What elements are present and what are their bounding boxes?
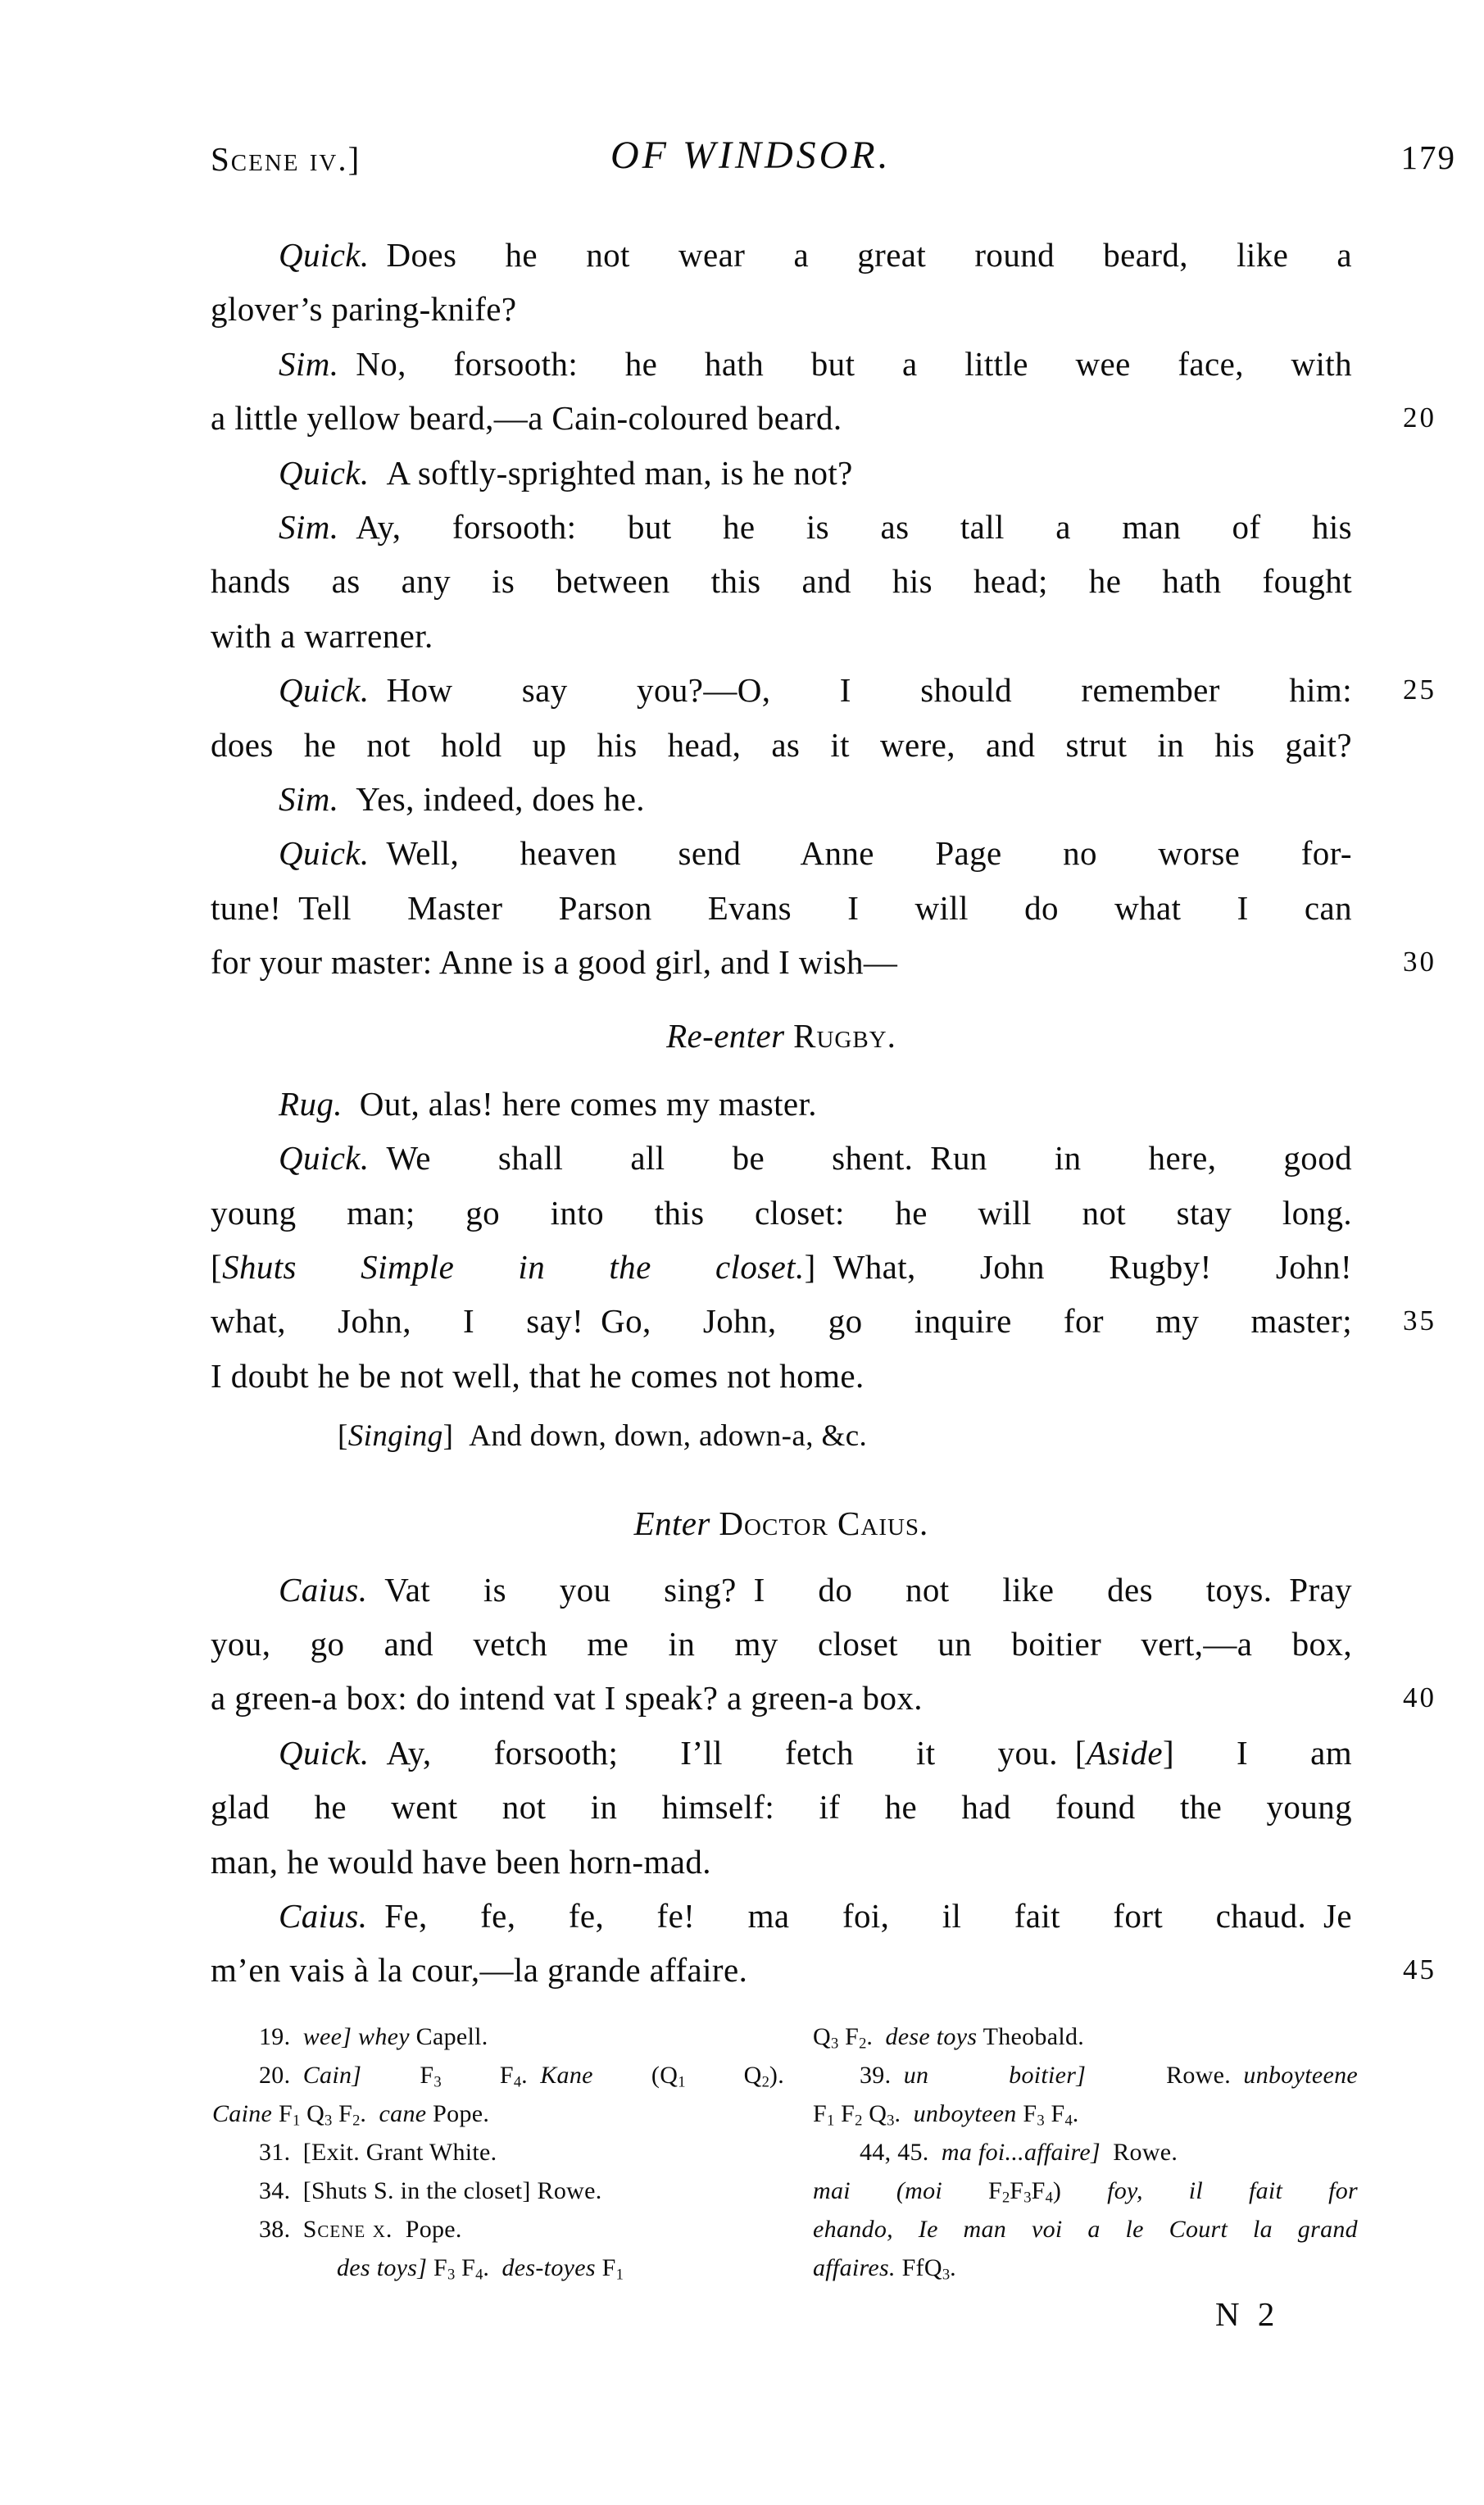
text-segment: dese toys: [885, 2023, 978, 2050]
footnote-line: [212, 2171, 784, 2210]
text-segment: .: [483, 2254, 502, 2281]
text-segment: man, he would have been horn-mad.: [211, 1842, 711, 1881]
text-segment: 38.: [259, 2216, 291, 2243]
signature-mark: N 2: [1215, 2295, 1280, 2333]
text-segment: hands as any is between this and his head; he hath fought: [211, 562, 1352, 601]
text-segment: Sim.: [279, 779, 339, 818]
text-segment: 4: [1045, 2189, 1053, 2207]
footnote-line: [813, 2171, 1358, 2210]
text-segment: 19.: [259, 2023, 291, 2050]
text-line: [211, 1889, 1352, 1943]
text-segment: F: [834, 2100, 855, 2127]
text-line: [211, 718, 1352, 772]
text-segment: .: [1072, 2100, 1079, 2127]
footnote-line: [813, 2017, 1358, 2056]
footnote-line: [813, 2249, 1358, 2287]
text-segment: FfQ: [895, 2254, 942, 2281]
text-segment: unboyteen: [913, 2100, 1017, 2127]
text-segment: F: [595, 2254, 616, 2281]
text-segment: for your master: Anne is a good girl, and I wish—: [211, 943, 898, 982]
margin-line-number: 30: [1403, 946, 1436, 978]
text-segment: 4: [513, 2073, 522, 2091]
page-number: 179: [1400, 138, 1456, 176]
footnote-line: [212, 2249, 784, 2287]
text-segment: 3: [433, 2073, 442, 2091]
margin-line-number: 40: [1403, 1681, 1436, 1714]
text-segment: cane: [379, 2100, 427, 2127]
text-segment: Ay, forsooth; I’ll fetch it you. [: [369, 1733, 1087, 1772]
margin-line-number: 35: [1403, 1305, 1436, 1337]
text-segment: glover’s paring-knife?: [211, 290, 517, 329]
text-line: [211, 826, 1352, 880]
text-segment: Capell.: [409, 2023, 488, 2050]
text-segment: Well, heaven send Anne Page no worse for-: [369, 834, 1352, 873]
text-segment: F: [455, 2254, 476, 2281]
text-segment: 39.: [860, 2062, 892, 2089]
text-segment: Aside: [1086, 1733, 1163, 1772]
text-segment: 44, 45.: [860, 2139, 929, 2166]
text-segment: mai (moi: [813, 2177, 943, 2204]
text-segment: Caius.: [279, 1570, 368, 1609]
footnote-line: [813, 2133, 1358, 2171]
text-segment: Quick.: [279, 453, 370, 492]
song-line: [211, 1412, 1352, 1461]
text-segment: Scene x.: [302, 2216, 393, 2243]
text-line: [211, 881, 1352, 935]
text-segment: F: [427, 2254, 447, 2281]
footnote-line: [813, 2210, 1358, 2249]
text-segment: 2: [761, 2073, 769, 2091]
text-segment: Enter: [633, 1504, 719, 1543]
stage-direction: [211, 1009, 1352, 1063]
text-segment: ] And down, down, adown-a, &c.: [442, 1419, 868, 1454]
running-title: OF WINDSOR.: [610, 134, 892, 177]
text-segment: Quick.: [279, 1139, 370, 1178]
text-segment: Re-enter: [666, 1017, 794, 1055]
text-segment: .: [521, 2062, 541, 2089]
footnote-line: [813, 2056, 1358, 2094]
text-segment: Quick.: [279, 671, 370, 710]
text-segment: [290, 2023, 302, 2050]
text-segment: F: [838, 2023, 860, 2050]
text-segment: 3: [830, 2035, 839, 2053]
text-segment: 4: [475, 2266, 483, 2284]
text-segment: Shuts Simple in the closet.: [222, 1248, 805, 1287]
text-segment: F: [942, 2177, 1002, 2204]
text-segment: ma foi...affaire]: [941, 2139, 1101, 2166]
text-segment: Rowe.: [1086, 2062, 1244, 2089]
text-segment: what, John, I say! Go, John, go inquire for my master;: [211, 1302, 1352, 1341]
text-segment: Quick.: [279, 1733, 370, 1772]
text-segment: Quick.: [279, 834, 370, 873]
text-segment: des-toyes: [501, 2254, 596, 2281]
text-segment: [290, 2062, 302, 2089]
text-segment: foy, il fait for: [1107, 2177, 1358, 2204]
text-segment: No, forsooth: he hath but a little wee face, with: [338, 344, 1352, 383]
footnote-line: [212, 2056, 784, 2094]
text-segment: affaires.: [813, 2254, 896, 2281]
text-segment: you, go and vetch me in my closet un boitier vert,—a box,: [211, 1624, 1352, 1663]
text-segment: ).: [769, 2062, 784, 2089]
text-segment: 34.: [259, 2177, 291, 2204]
text-segment: 1: [678, 2073, 686, 2091]
text-segment: A softly-sprighted man, is he not?: [369, 453, 853, 492]
text-line: [211, 609, 1352, 663]
text-segment: Kane: [540, 2062, 593, 2089]
text-segment: .: [894, 2100, 914, 2127]
text-segment: Q: [862, 2100, 887, 2127]
text-segment: wee] whey: [302, 2023, 410, 2050]
footnote-line: [212, 2017, 784, 2056]
text-segment: 20.: [259, 2062, 291, 2089]
text-segment: ehando, Ie man voi a le Court la grand: [813, 2216, 1358, 2243]
text-segment: does he not hold up his head, as it were, and strut in his gait?: [211, 725, 1352, 764]
text-line: [211, 1294, 1436, 1348]
text-segment: 3: [942, 2266, 951, 2284]
text-segment: Quick.: [279, 236, 370, 274]
text-line: [211, 1617, 1352, 1671]
text-segment: ): [1052, 2177, 1108, 2204]
text-segment: 3: [887, 2112, 895, 2130]
text-segment: Sim.: [279, 344, 339, 383]
text-line: [211, 772, 1352, 826]
text-segment: Fe, fe, fe, fe! ma foi, il fait fort chaud. Je: [367, 1896, 1352, 1935]
text-segment: Pope.: [393, 2216, 462, 2243]
text-segment: 3: [1023, 2189, 1032, 2207]
text-segment: I doubt he be not well, that he comes not home.: [211, 1356, 865, 1395]
text-segment: How say you?—O, I should remember him:: [369, 671, 1352, 710]
text-segment: tune! Tell Master Parson Evans I will do what I can: [211, 888, 1352, 927]
text-line: [211, 1240, 1352, 1294]
text-segment: glad he went not in himself: if he had found the young: [211, 1788, 1352, 1827]
text-segment: Out, alas! here comes my master.: [342, 1084, 817, 1123]
text-line: [211, 1835, 1352, 1889]
text-segment: des toys]: [337, 2254, 428, 2281]
text-segment: Ay, forsooth: but he is as tall a man of his: [338, 507, 1352, 546]
text-segment: [: [211, 1248, 223, 1287]
text-line: [211, 1671, 1436, 1725]
page-header: [211, 133, 1456, 190]
text-segment: Caine: [212, 2100, 273, 2127]
text-segment: We shall all be shent. Run in here, good: [369, 1139, 1352, 1178]
footnote-line: [212, 2210, 784, 2249]
text-line: [211, 1349, 1352, 1403]
text-segment: F: [272, 2100, 293, 2127]
text-segment: Caius.: [279, 1896, 368, 1935]
text-segment: Doctor Caius.: [719, 1504, 929, 1543]
text-segment: (Q: [592, 2062, 678, 2089]
text-segment: ] What, John Rugby! John!: [804, 1248, 1352, 1287]
text-segment: [929, 2139, 942, 2166]
text-segment: un boitier]: [903, 2062, 1087, 2089]
text-segment: 31.: [259, 2139, 291, 2166]
footnote-line: [813, 2094, 1358, 2133]
text-line: [211, 1186, 1352, 1240]
text-segment: Pope.: [426, 2100, 490, 2127]
text-segment: Cain]: [302, 2062, 362, 2089]
footnotes-right-column: [813, 2017, 1358, 2287]
text-segment: 3: [324, 2112, 333, 2130]
text-line: [211, 935, 1436, 989]
footnotes-left-column: [212, 2017, 784, 2287]
text-line: [211, 1077, 1352, 1131]
text-segment: Q: [813, 2023, 831, 2050]
text-line: [211, 446, 1352, 500]
text-segment: 3: [1037, 2112, 1045, 2130]
text-line: [211, 1726, 1352, 1780]
text-segment: .: [866, 2023, 886, 2050]
text-segment: 4: [1064, 2112, 1073, 2130]
stage-direction: [211, 1496, 1352, 1550]
text-segment: Does he not wear a great round beard, like a: [369, 236, 1352, 274]
text-segment: 3: [447, 2266, 456, 2284]
text-segment: Rug.: [279, 1084, 343, 1123]
text-line: [211, 1780, 1352, 1834]
text-segment: Q: [685, 2062, 762, 2089]
text-line: [211, 1563, 1352, 1617]
text-segment: 1: [827, 2112, 835, 2130]
text-segment: Q: [300, 2100, 325, 2127]
text-segment: F: [813, 2100, 827, 2127]
text-segment: F: [441, 2062, 514, 2089]
text-segment: 2: [1001, 2189, 1010, 2207]
text-segment: Theobald.: [977, 2023, 1085, 2050]
text-segment: Sim.: [279, 507, 339, 546]
text-segment: Rowe.: [1100, 2139, 1178, 2166]
text-line: [211, 1943, 1436, 1997]
scene-label: Scene iv.]: [211, 140, 361, 178]
text-segment: [Exit. Grant White.: [290, 2139, 497, 2166]
text-segment: Yes, indeed, does he.: [338, 779, 645, 818]
text-segment: ] I am: [1162, 1733, 1352, 1772]
text-segment: F: [332, 2100, 353, 2127]
text-segment: F: [1031, 2177, 1046, 2204]
text-segment: Vat is you sing? I do not like des toys. Pray: [367, 1570, 1352, 1609]
text-segment: 1: [615, 2266, 624, 2284]
text-segment: m’en vais à la cour,—la grande affaire.: [211, 1951, 748, 1990]
text-segment: young man; go into this closet: he will not stay long.: [211, 1193, 1352, 1232]
text-segment: F: [1044, 2100, 1065, 2127]
text-segment: 2: [859, 2035, 867, 2053]
text-segment: with a warrener.: [211, 616, 433, 655]
footnote-line: [212, 2094, 784, 2133]
text-line: [211, 663, 1436, 717]
text-segment: Rugby.: [793, 1017, 896, 1055]
text-segment: unboyteene: [1243, 2062, 1358, 2089]
text-segment: 2: [352, 2112, 361, 2130]
text-segment: Singing: [347, 1419, 443, 1454]
text-line: [211, 554, 1352, 608]
text-segment: a green-a box: do intend vat I speak? a green-a box.: [211, 1679, 923, 1718]
text-line: [211, 337, 1352, 391]
text-line: [211, 228, 1352, 282]
text-segment: [: [338, 1419, 348, 1454]
text-segment: F: [1010, 2177, 1024, 2204]
text-line: [211, 1131, 1352, 1185]
text-segment: 2: [855, 2112, 863, 2130]
play-text: [211, 228, 1436, 1998]
text-segment: 1: [292, 2112, 301, 2130]
text-segment: [891, 2062, 903, 2089]
text-segment: .: [360, 2100, 379, 2127]
margin-line-number: 45: [1403, 1954, 1436, 1986]
text-segment: [290, 2216, 302, 2243]
text-line: [211, 391, 1436, 445]
footnote-line: [212, 2133, 784, 2171]
text-segment: .: [950, 2254, 956, 2281]
text-line: [211, 500, 1352, 554]
text-segment: F: [1016, 2100, 1037, 2127]
text-segment: F: [361, 2062, 434, 2089]
text-segment: [Shuts S. in the closet] Rowe.: [290, 2177, 602, 2204]
text-segment: a little yellow beard,—a Cain-coloured beard.: [211, 399, 842, 438]
text-line: [211, 282, 1352, 336]
margin-line-number: 25: [1403, 674, 1436, 706]
margin-line-number: 20: [1403, 402, 1436, 434]
